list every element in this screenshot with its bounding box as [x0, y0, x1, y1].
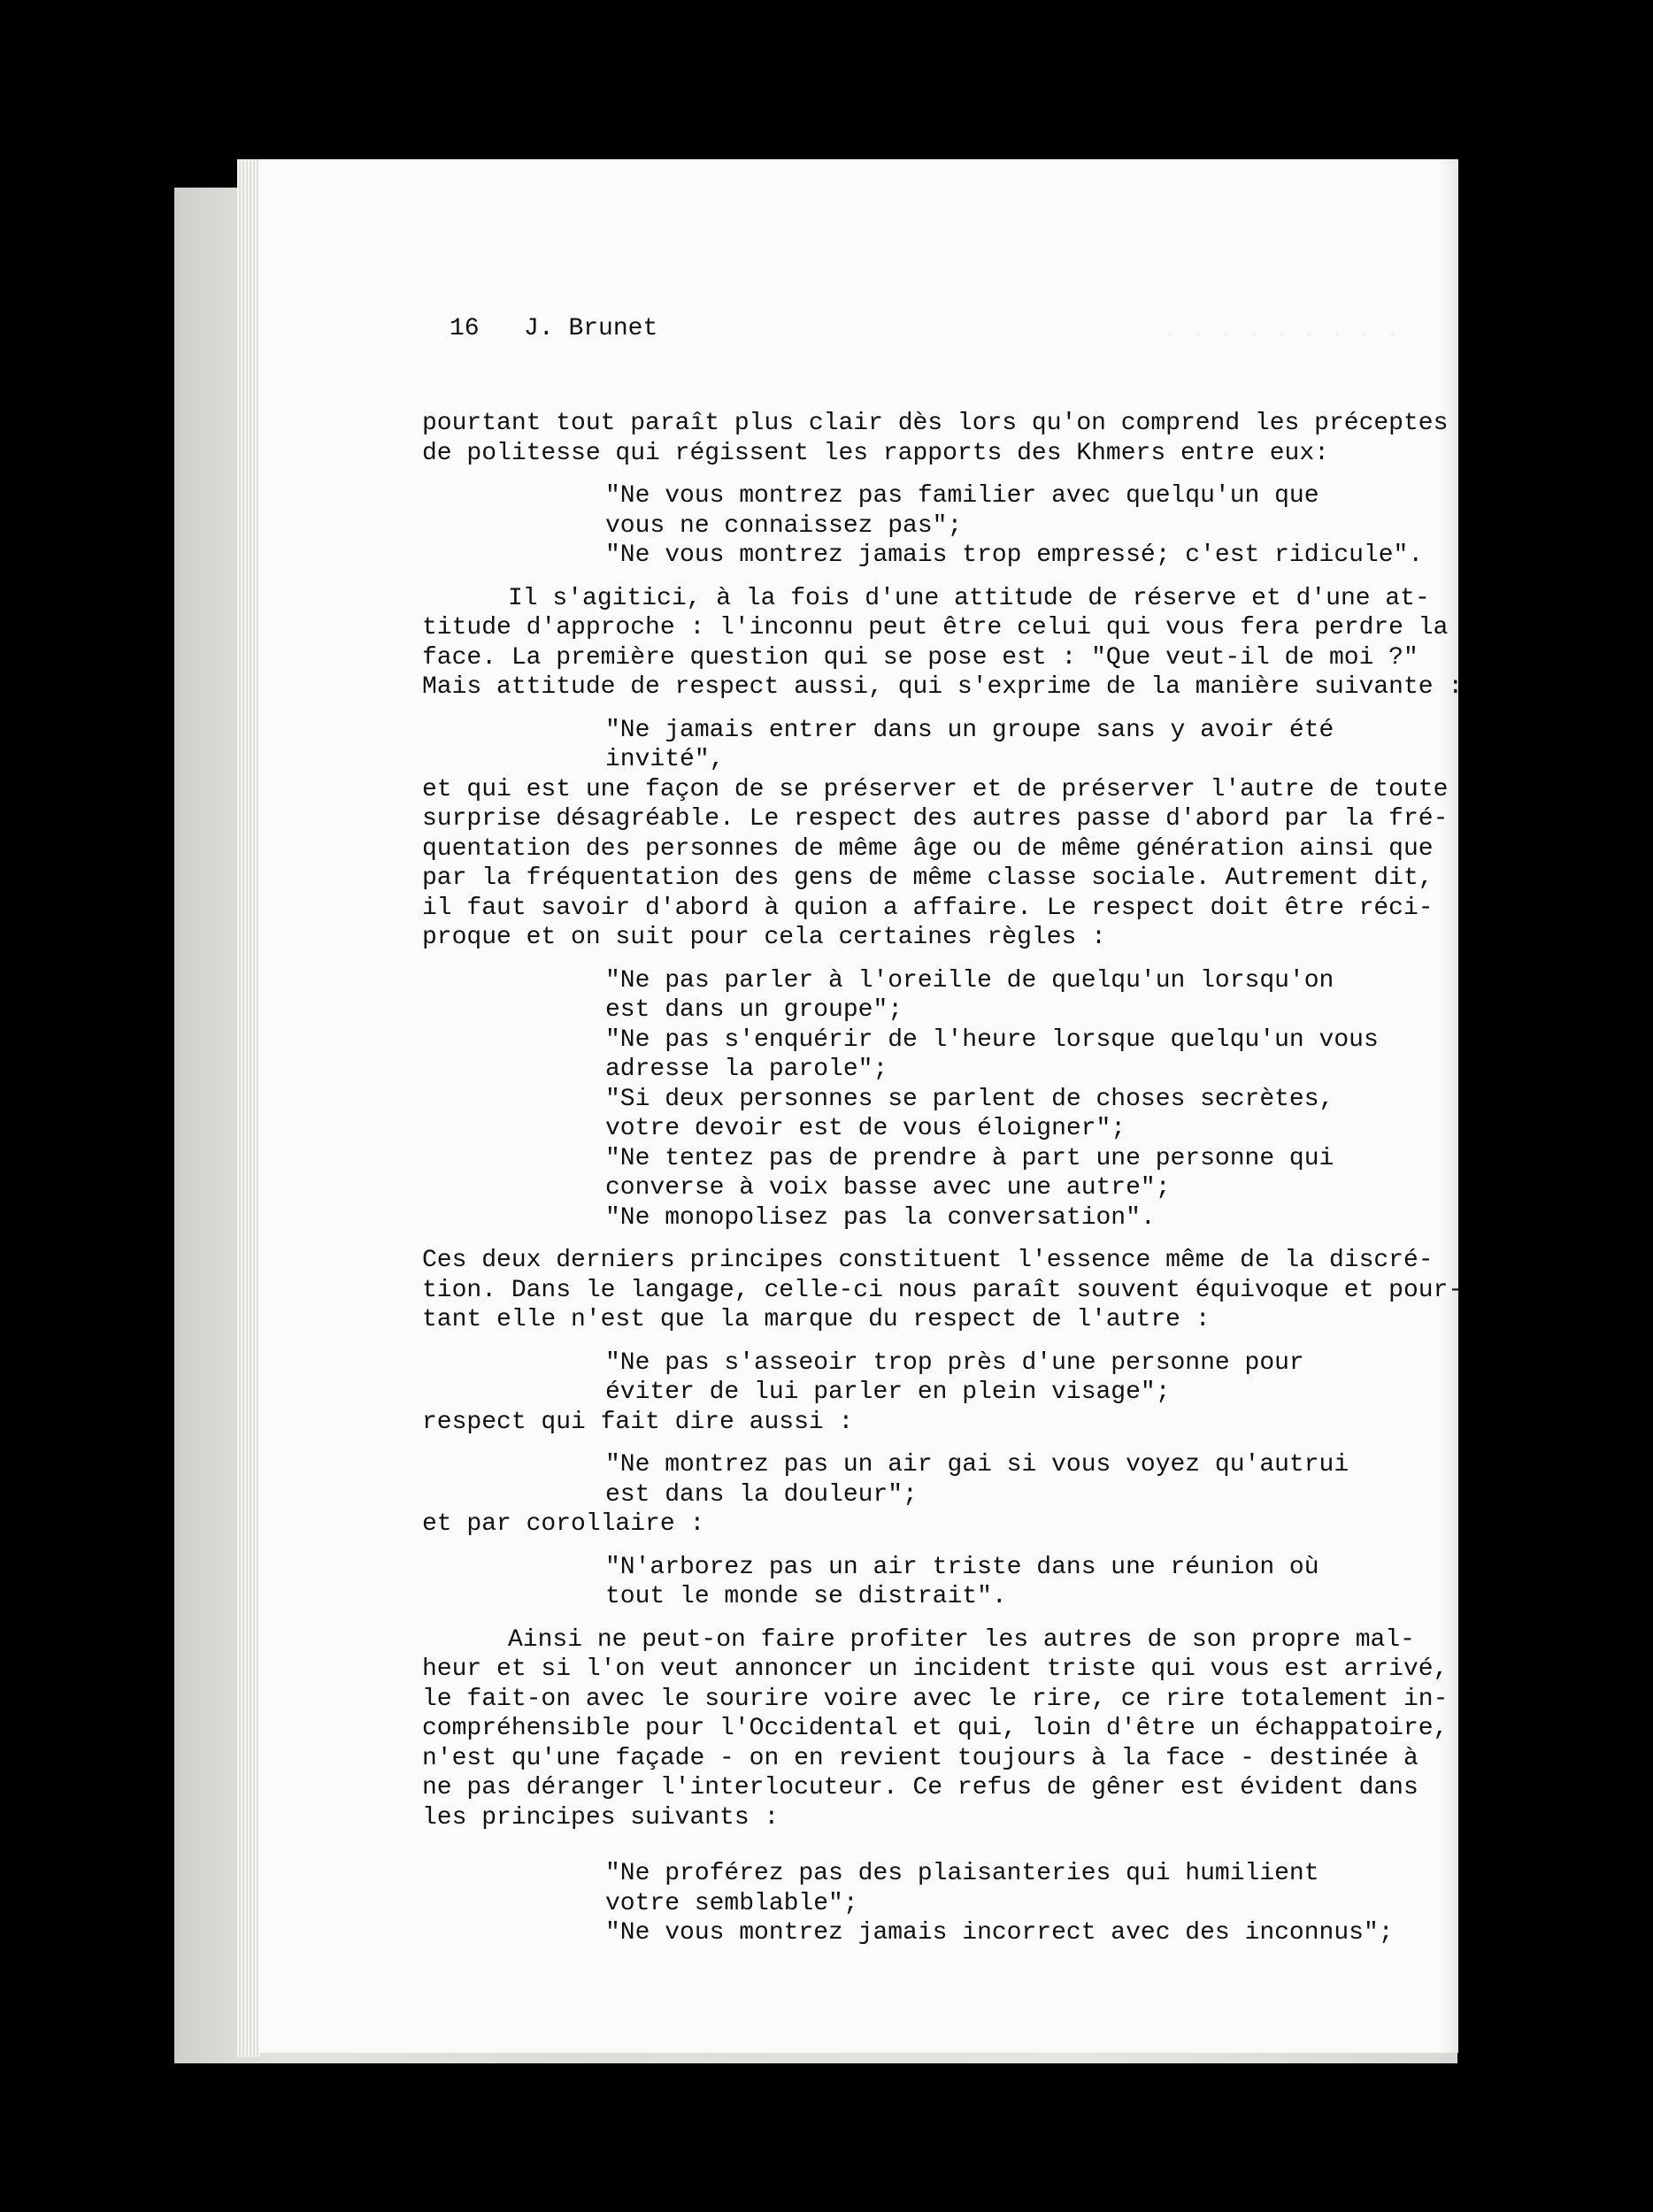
text-line: et par corollaire :: [422, 1510, 705, 1538]
text-line: il faut savoir d'abord à quion a affaire. Le respect doit être réci-: [422, 894, 1434, 922]
page-header: [450, 315, 657, 342]
page-stack-edges: [237, 159, 260, 2057]
text-line: par la fréquentation des gens de même classe sociale. Autrement dit,: [422, 864, 1434, 892]
text-line: "N'arborez pas un air triste dans une réunion où: [605, 1553, 1319, 1581]
text-line: titude d'approche : l'inconnu peut être celui qui vous fera perdre la: [422, 614, 1449, 641]
text-line: éviter de lui parler en plein visage";: [605, 1379, 1171, 1406]
text-line: invité",: [605, 746, 725, 773]
text-line: "Ne vous montrez jamais trop empressé; c'est ridicule".: [605, 541, 1424, 569]
text-line: tion. Dans le langage, celle-ci nous paraît souvent équivoque et pour-: [422, 1276, 1464, 1304]
text-line: heur et si l'on veut annoncer un incident triste qui vous est arrivé,: [422, 1655, 1449, 1683]
text-line: les principes suivants :: [422, 1803, 780, 1832]
text-line: respect qui fait dire aussi :: [422, 1408, 854, 1436]
text-line: proque et on suit pour cela certaines règles :: [422, 924, 1106, 951]
text-line: est dans un groupe";: [605, 996, 903, 1024]
text-line: quentation des personnes de même âge ou de même génération ainsi que: [422, 834, 1434, 863]
text-line: "Ne monopolisez pas la conversation".: [605, 1203, 1156, 1232]
text-line: "Ne pas s'asseoir trop près d'une personne pour: [605, 1348, 1304, 1377]
text-line: "Ne tentez pas de prendre à part une personne qui: [605, 1144, 1334, 1172]
text-line: adresse la parole";: [605, 1056, 888, 1083]
text-line: surprise désagréable. Le respect des autres passe d'abord par la fré-: [422, 805, 1449, 833]
text-line: votre devoir est de vous éloigner";: [605, 1115, 1126, 1142]
text-line: "Ne pas parler à l'oreille de quelqu'un lorsqu'on: [605, 966, 1334, 995]
text-line: Mais attitude de respect aussi, qui s'exprime de la manière suivante :: [422, 673, 1464, 701]
text-line: ne pas déranger l'interlocuteur. Ce refus de gêner est évident dans: [422, 1774, 1419, 1801]
text-line: votre semblable";: [605, 1889, 858, 1917]
text-line: "Ne pas s'enquérir de l'heure lorsque quelqu'un vous: [605, 1025, 1379, 1054]
text-line: face. La première question qui se pose est : "Que veut-il de moi ?": [422, 643, 1419, 672]
text-line: Ainsi ne peut-on faire profiter les autres de son propre mal-: [508, 1625, 1415, 1654]
text-line: tant elle n'est que la marque du respect de l'autre :: [422, 1306, 1211, 1333]
text-line: compréhensible pour l'Occidental et qui, loin d'être un échappatoire,: [422, 1715, 1449, 1742]
text-line: et qui est une façon de se préserver et de préserver l'autre de toute: [422, 775, 1449, 803]
text-line: "Ne proférez pas des plaisanteries qui humilient: [605, 1860, 1319, 1887]
text-line: est dans la douleur";: [605, 1480, 918, 1509]
page-number: 16: [450, 315, 480, 342]
text-line: "Ne jamais entrer dans un groupe sans y avoir été: [605, 716, 1334, 744]
text-line: le fait-on avec le sourire voire avec le rire, ce rire totalement in-: [422, 1685, 1449, 1713]
text-line: "Ne montrez pas un air gai si vous voyez qu'autrui: [605, 1451, 1349, 1479]
text-line: vous ne connaissez pas";: [605, 511, 963, 540]
text-line: de politesse qui régissent les rapports des Khmers entre eux:: [422, 439, 1329, 467]
text-line: "Ne vous montrez jamais incorrect avec des inconnus";: [605, 1919, 1394, 1947]
text-line: converse à voix basse avec une autre";: [605, 1174, 1171, 1202]
text-line: Ces deux derniers principes constituent l'essence même de la discré-: [422, 1247, 1434, 1274]
text-line: "Si deux personnes se parlent de choses secrètes,: [605, 1085, 1334, 1113]
text-line: pourtant tout paraît plus clair dès lors qu'on comprend les préceptes: [422, 410, 1449, 437]
text-line: "Ne vous montrez pas familier avec quelqu'un que: [605, 482, 1319, 510]
text-line: n'est qu'une façade - on en revient toujours à la face - destinée à: [422, 1744, 1419, 1772]
author-name: J. Brunet: [524, 315, 658, 342]
text-line: Il s'agitici, à la fois d'une attitude de réserve et d'une at-: [508, 584, 1430, 612]
text-line: tout le monde se distrait".: [605, 1583, 1007, 1610]
body-text: [422, 409, 1464, 1948]
show-through-text: . . . . . . . . .: [1164, 316, 1400, 342]
